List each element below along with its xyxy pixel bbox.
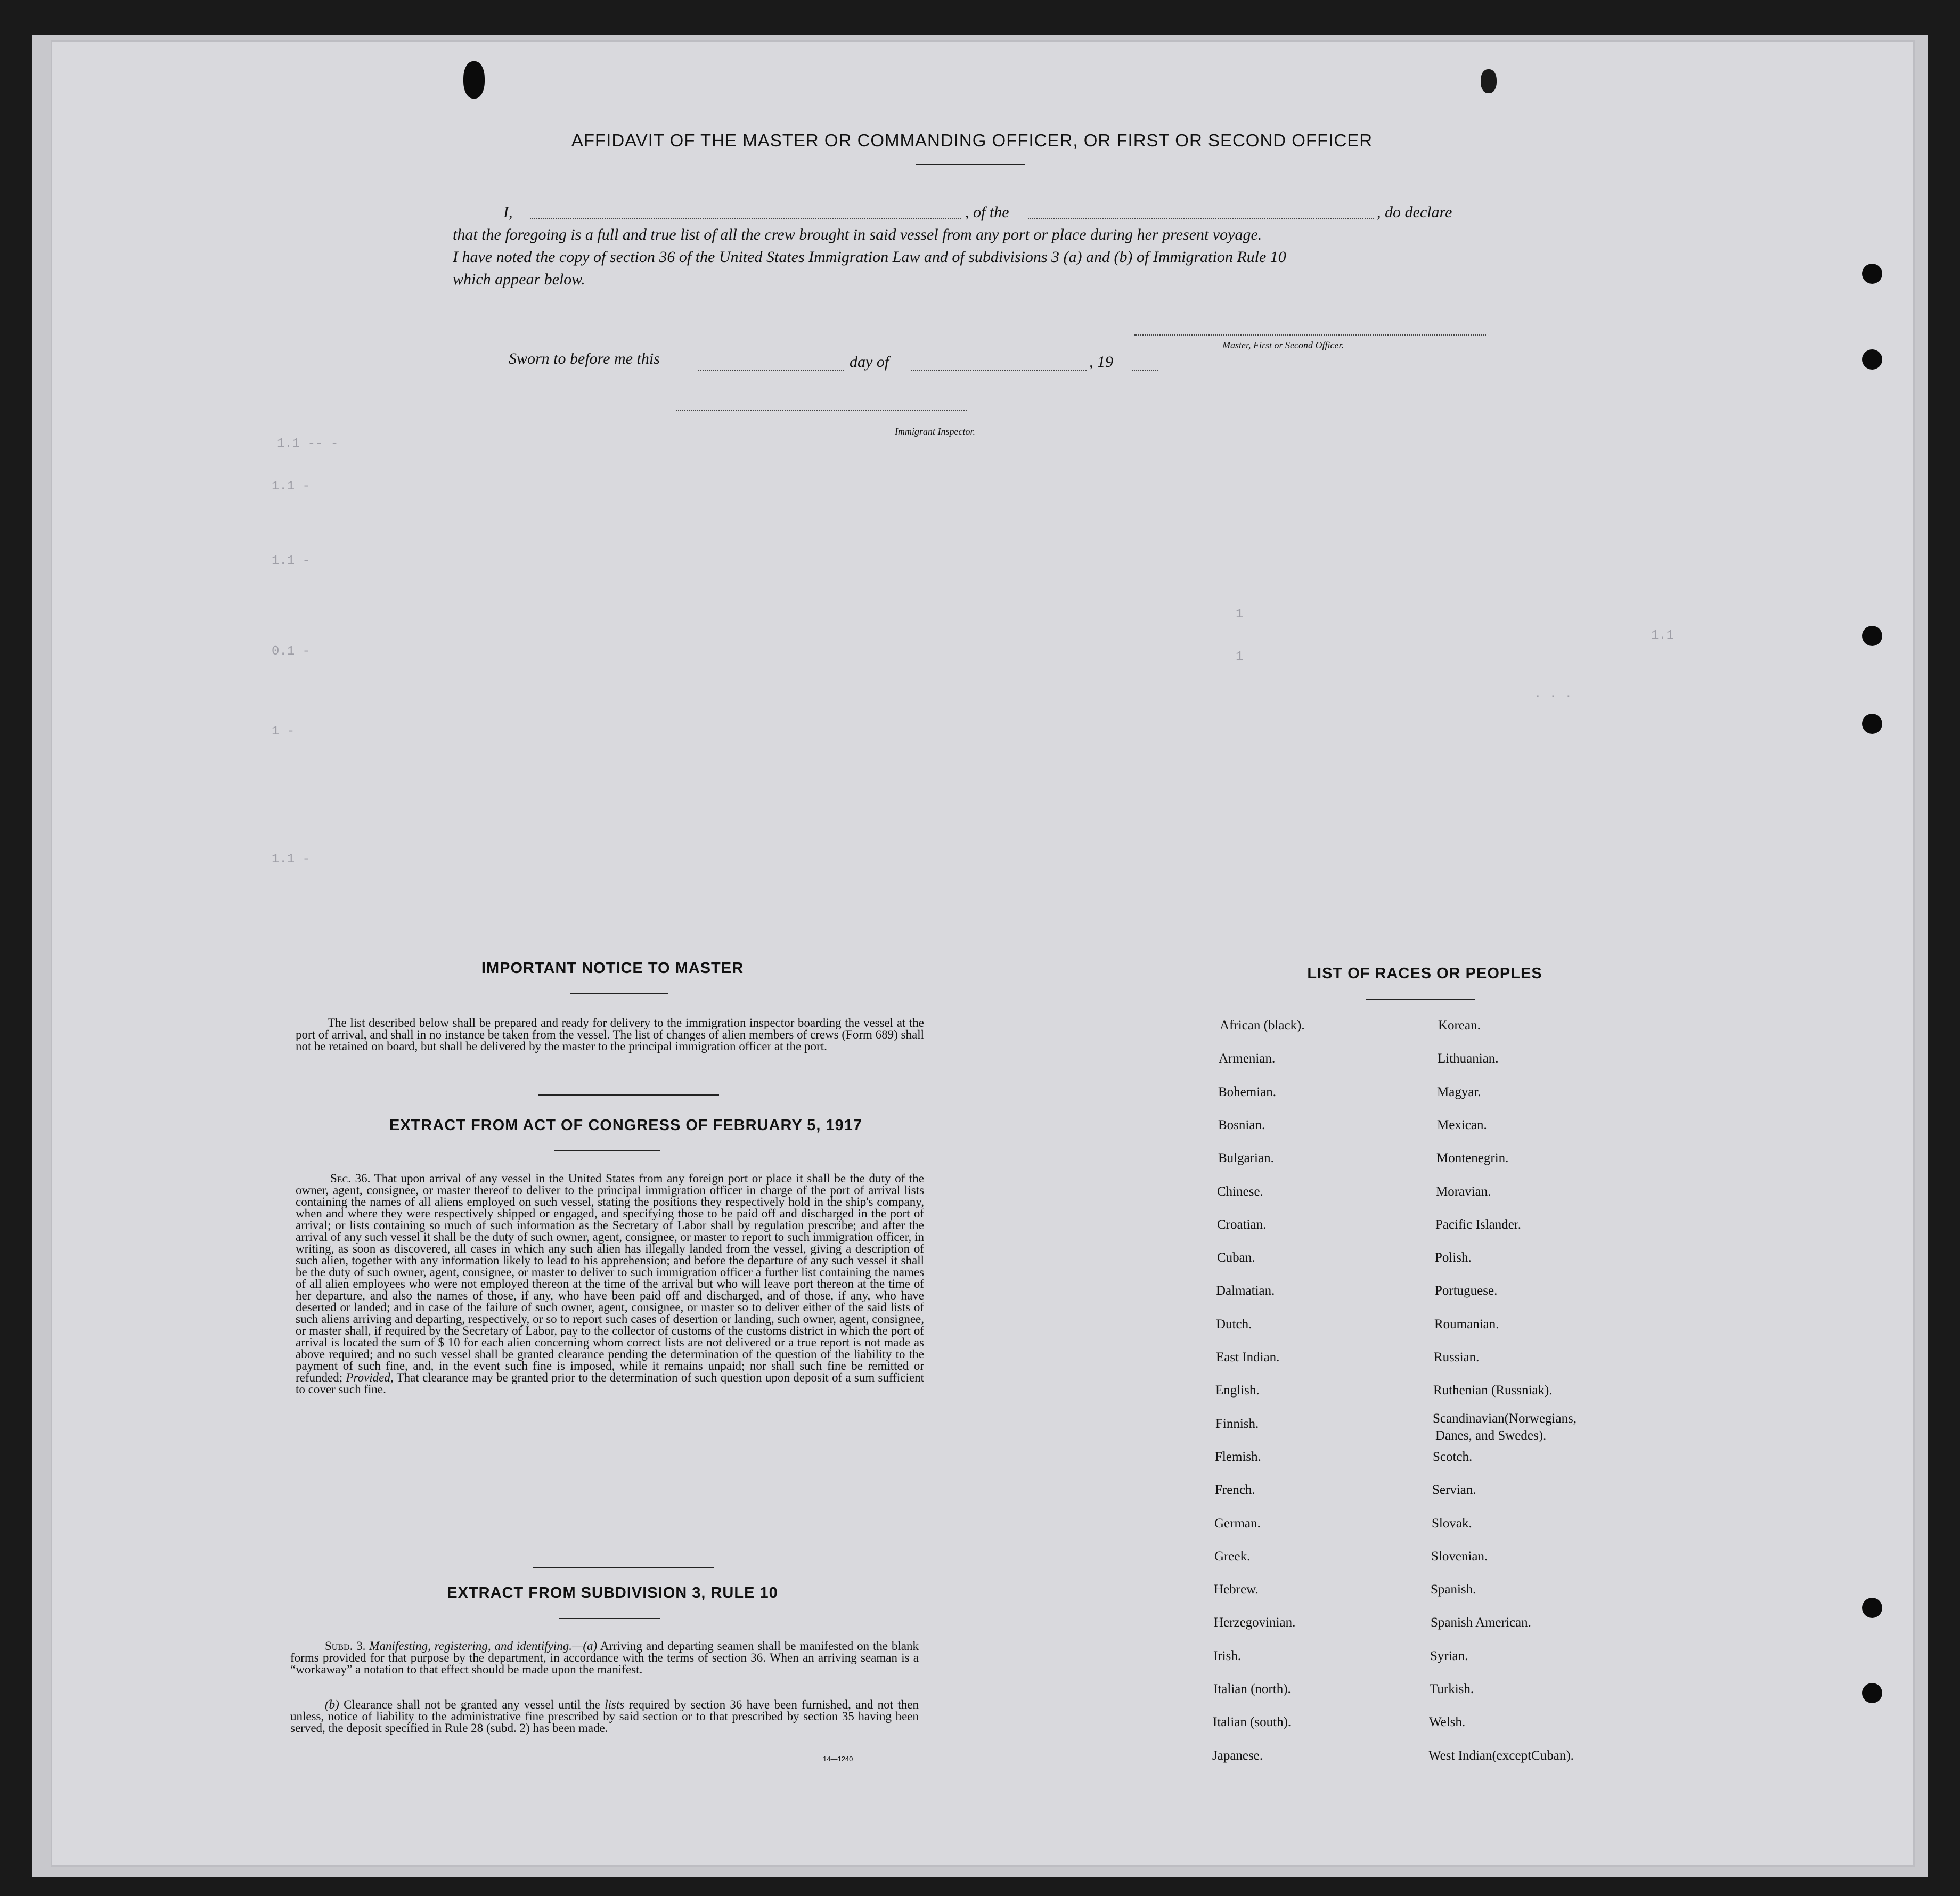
bleed-through-mark: 1.1 xyxy=(1651,628,1675,643)
race-item: Ruthenian (Russniak). xyxy=(1433,1383,1553,1398)
vessel-field[interactable] xyxy=(1028,218,1374,219)
race-item: Croatian. xyxy=(1217,1217,1267,1232)
ink-blot xyxy=(463,61,485,99)
bleed-through-mark: 1.1 - xyxy=(272,852,311,867)
race-item: Moravian. xyxy=(1436,1184,1491,1199)
affidavit-i: I, xyxy=(503,203,513,221)
race-item: Irish. xyxy=(1213,1649,1242,1663)
punch-hole xyxy=(1862,264,1882,284)
name-field[interactable] xyxy=(530,218,961,219)
subd-title: Manifesting, registering, and identifying.—(a) xyxy=(369,1639,598,1653)
b-label: (b) xyxy=(325,1698,339,1711)
race-item: Pacific Islander. xyxy=(1435,1217,1522,1232)
race-item: Bohemian. xyxy=(1218,1085,1277,1099)
section-divider xyxy=(533,1567,714,1568)
punch-hole xyxy=(1862,1598,1882,1618)
race-item: Flemish. xyxy=(1215,1450,1261,1464)
bleed-through-mark: 1.1 - xyxy=(272,479,311,494)
race-item: Italian (north). xyxy=(1213,1682,1291,1696)
race-item: West Indian(exceptCuban). xyxy=(1428,1748,1574,1763)
bleed-through-mark: 1 xyxy=(1236,607,1244,622)
race-item: Greek. xyxy=(1214,1549,1251,1564)
race-item: Welsh. xyxy=(1429,1715,1466,1729)
affidavit-line2: that the foregoing is a full and true list of all the crew brought in said vessel from any port or place during her present voyage. xyxy=(453,226,1262,243)
race-item: Cuban. xyxy=(1217,1251,1255,1265)
manifest-page xyxy=(51,40,1915,1867)
notice-rule xyxy=(570,993,668,994)
affidavit-of-the: , of the xyxy=(965,203,1009,221)
subd-text-b2: required by section 36 have been furnished, and not then unless, notice of liability to the administrative fine prescribed by said section or to that prescribed by section 35 having been served, the deposit specified in Rule 28 (subd. 2) has been made. xyxy=(290,1698,919,1735)
race-item: Chinese. xyxy=(1217,1184,1263,1199)
affidavit-line4: which appear below. xyxy=(453,271,585,288)
race-item: Magyar. xyxy=(1437,1085,1481,1099)
race-item: Montenegrin. xyxy=(1436,1151,1509,1165)
race-item: Roumanian. xyxy=(1434,1317,1499,1331)
race-item: Turkish. xyxy=(1430,1682,1474,1696)
act-heading: EXTRACT FROM ACT OF CONGRESS OF FEBRUARY 5, 1917 xyxy=(389,1117,863,1134)
form-number: 14—1240 xyxy=(823,1755,853,1763)
inspector-caption: Immigrant Inspector. xyxy=(895,426,975,437)
act-rule xyxy=(554,1150,660,1151)
rule-rule xyxy=(559,1618,660,1619)
race-item: Polish. xyxy=(1435,1251,1472,1265)
notice-heading: IMPORTANT NOTICE TO MASTER xyxy=(481,960,744,977)
proviso-label: Provided, xyxy=(346,1371,394,1384)
rule-heading: EXTRACT FROM SUBDIVISION 3, RULE 10 xyxy=(447,1584,778,1601)
ink-blot xyxy=(1481,69,1497,93)
race-item: Portuguese. xyxy=(1435,1284,1498,1298)
race-item: Servian. xyxy=(1432,1483,1476,1497)
act-text xyxy=(296,1173,924,1395)
title-rule xyxy=(916,164,1025,165)
sworn-year-prefix: , 19 xyxy=(1089,353,1113,371)
section-divider xyxy=(538,1094,719,1096)
affidavit-declare: , do declare xyxy=(1377,203,1452,221)
race-item: Scotch. xyxy=(1433,1450,1473,1464)
race-item: Lithuanian. xyxy=(1438,1051,1499,1066)
races-rule xyxy=(1366,999,1475,1000)
race-item: Slovenian. xyxy=(1431,1549,1488,1564)
race-item: French. xyxy=(1215,1483,1255,1497)
race-item: Scandinavian(Norwegians, xyxy=(1433,1411,1577,1426)
bleed-through-mark: 1.1 - xyxy=(272,554,311,568)
race-item: Bosnian. xyxy=(1218,1118,1265,1132)
master-signature-field[interactable] xyxy=(1134,334,1486,336)
bleed-through-mark: 1.1 -- - xyxy=(277,437,339,451)
master-caption: Master, First or Second Officer. xyxy=(1222,340,1344,350)
race-item: East Indian. xyxy=(1216,1350,1280,1364)
subd-label: Subd. 3. xyxy=(325,1639,366,1653)
race-item: Dalmatian. xyxy=(1216,1284,1275,1298)
race-item: Syrian. xyxy=(1430,1649,1468,1663)
race-item: Armenian. xyxy=(1219,1051,1276,1066)
notice-text: The list described below shall be prepared and ready for delivery to the immigration inspector boarding the vessel at the port of arrival, and shall in no instance be taken from the vessel. The list of changes of alien members of crews (Form 689) shall not be retained on board, but shall be delivered by the master to the principal immigration officer at the port. xyxy=(296,1016,924,1053)
punch-hole xyxy=(1862,1683,1882,1703)
inspector-signature-field[interactable] xyxy=(676,410,967,411)
punch-hole xyxy=(1862,714,1882,734)
section-label: Sec. 36. xyxy=(330,1172,371,1185)
punch-hole xyxy=(1862,349,1882,370)
sworn-day-field[interactable] xyxy=(698,370,844,371)
race-item: Dutch. xyxy=(1216,1317,1252,1331)
sworn-year-field[interactable] xyxy=(1132,370,1158,371)
race-item: Spanish American. xyxy=(1431,1615,1531,1630)
race-item: Korean. xyxy=(1438,1018,1481,1033)
race-item-cont: Danes, and Swedes). xyxy=(1435,1428,1547,1443)
race-item: Slovak. xyxy=(1432,1516,1472,1531)
race-item: Spanish. xyxy=(1431,1582,1476,1597)
bleed-through-mark: . . . xyxy=(1534,687,1573,701)
subd-text-b1: Clearance shall not be granted any vessel until the xyxy=(344,1698,600,1711)
lists-word: lists xyxy=(605,1698,625,1711)
race-item: Italian (south). xyxy=(1213,1715,1292,1729)
affidavit-title: AFFIDAVIT OF THE MASTER OR COMMANDING OFFICER, OR FIRST OR SECOND OFFICER xyxy=(571,130,1373,150)
subd-text-a: Arriving and departing seamen shall be manifested on the blank forms provided for that purpose by the department, in accordance with the terms of section 36. When an arriving seaman is a “workaway” a notation to that effect should be made upon the manifest. xyxy=(290,1639,919,1676)
race-item: Bulgarian. xyxy=(1218,1151,1274,1165)
race-item: Russian. xyxy=(1434,1350,1480,1364)
race-item: Finnish. xyxy=(1215,1417,1259,1431)
race-item: English. xyxy=(1215,1383,1260,1398)
sworn-text: Sworn to before me this xyxy=(509,350,660,367)
sworn-month-field[interactable] xyxy=(911,370,1087,371)
race-item: Hebrew. xyxy=(1214,1582,1259,1597)
affidavit-line3: I have noted the copy of section 36 of the United States Immigration Law and of subdivisions 3 (a) and (b) of Immigration Rule 10 xyxy=(453,248,1286,266)
rule-text-a xyxy=(290,1640,919,1676)
bleed-through-mark: 1 xyxy=(1236,650,1244,664)
punch-hole xyxy=(1862,626,1882,646)
race-item: Mexican. xyxy=(1437,1118,1487,1132)
rule-text-b xyxy=(290,1699,919,1734)
proviso-text: That clearance may be granted prior to the determination of such question upon deposit of a sum sufficient to cover such fine. xyxy=(296,1371,924,1396)
race-item: German. xyxy=(1214,1516,1261,1531)
bleed-through-mark: 1 - xyxy=(272,724,295,739)
bleed-through-mark: 0.1 - xyxy=(272,644,311,659)
race-item: African (black). xyxy=(1220,1018,1305,1033)
race-item: Japanese. xyxy=(1212,1748,1263,1763)
races-heading: LIST OF RACES OR PEOPLES xyxy=(1307,965,1542,982)
section-text: That upon arrival of any vessel in the United States from any foreign port or place it shall be the duty of the owner, agent, consignee, or master thereof to deliver to the principal immigration officer in charge of the port of arrival lists containing the names of all aliens employed on such vessel, stating the positions they respectively hold in the ship's company, when and where they were respectively shipped or engaged, and specifying those to be paid off and discharged in the port of arrival; or lists containing so much of such information as the Secretary of Labor shall by regulation prescribe; and after the arrival of any such vessel it shall be the duty of such owner, agent, consignee, or master to report to such immigration officer, in writing, as soon as discovered, all cases in which any such alien has illegally landed from the vessel, giving a description of such alien, together with any information likely to lead to his apprehension; and before the departure of any such vessel it shall be the duty of such owner, agent, consignee, or master to deliver to such immigration officer a further list containing the names of all alien employees who were not employed thereon at the time of the arrival but who will leave port thereon at the time of her departure, and also the names of those, if any, who have been paid off and discharged, and of those, if any, who have deserted or landed; and in case of the failure of such owner, agent, consignee, or master so to deliver either of the said lists of such aliens arriving and departing, respectively, or so to report such cases of desertion or landing, such owner, agent, consignee, or master shall, if required by the Secretary of Labor, pay to the collector of customs of the customs district in which the port of arrival is located the sum of $ 10 for each alien concerning whom correct lists are not delivered or a true report is not made as above required; and no such vessel shall be granted clearance pending the determination of the question of the liability to the payment of such fine, and, in the event such fine is imposed, while it remains unpaid; nor shall such fine be remitted or refunded; xyxy=(296,1172,924,1384)
race-item: Herzegovinian. xyxy=(1214,1615,1296,1630)
sworn-day-of: day of xyxy=(850,353,889,371)
